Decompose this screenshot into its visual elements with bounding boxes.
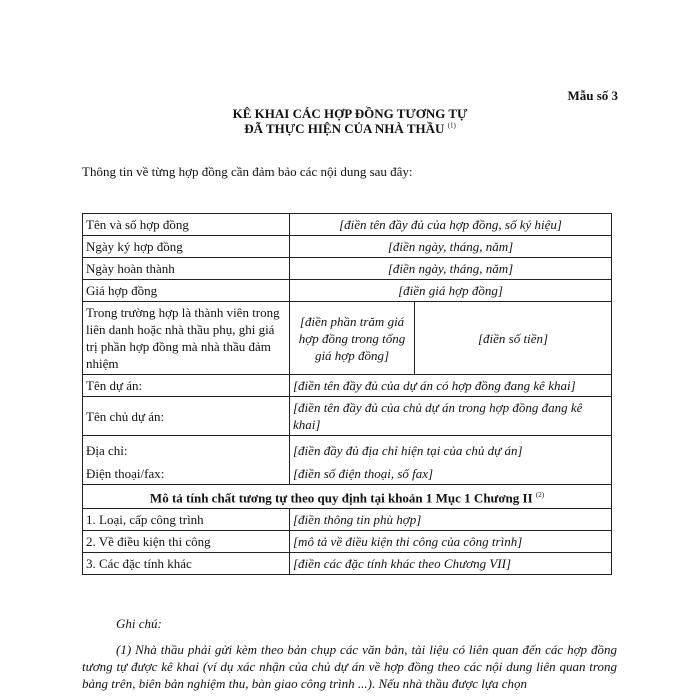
notes-paragraph: (1) Nhà thầu phải gửi kèm theo bản chụp các văn bản, tài liệu có liên quan đến các hợp đồng tương tự được kê khai (ví dụ xác nhận của chủ dự án về hợp đồng theo các nội dung liên quan trong bảng trên, biên bản nghiệm thu, bàn giao công trình ...). Nếu nhà thầu được lựa chọn [82, 642, 617, 691]
document-title-line2 [0, 121, 700, 137]
title-line2-text: ĐÃ THỰC HIỆN CỦA NHÀ THẦU [244, 121, 445, 136]
contract-info-table [82, 213, 612, 575]
address-label: Địa chỉ: [83, 436, 290, 462]
table-row [83, 280, 612, 302]
project-owner-value: [điền tên đầy đủ của chủ dự án trong hợp đồng đang kê khai] [290, 397, 612, 436]
partner-share-amount: [điền số tiền] [415, 302, 612, 375]
project-name-value: [điền tên đầy đủ của dự án có hợp đồng đang kê khai] [290, 375, 612, 397]
notes-heading: Ghi chú: [116, 616, 162, 631]
section-footnote-ref: (2) [535, 491, 545, 499]
table-row [83, 531, 612, 553]
completion-date-label: Ngày hoàn thành [83, 258, 290, 280]
table-row [83, 375, 612, 397]
work-type-value: [điền thông tin phù hợp] [290, 509, 612, 531]
table-row [83, 553, 612, 575]
title-footnote-ref: (1) [447, 121, 456, 130]
other-features-value: [điền các đặc tính khác theo Chương VII] [290, 553, 612, 575]
section-heading-text: Mô tả tính chất tương tự theo quy định tại khoản 1 Mục 1 Chương II [149, 490, 533, 506]
address-value: [điền đầy đủ địa chỉ hiện tại của chủ dự án] [290, 436, 612, 462]
conditions-value: [mô tả về điều kiện thi công của công trình] [290, 531, 612, 553]
contract-price-value: [điền giá hợp đồng] [290, 280, 612, 302]
other-features-label: 3. Các đặc tính khác [83, 553, 290, 575]
sign-date-value: [điền ngày, tháng, năm] [290, 236, 612, 258]
contract-name-label: Tên và số hợp đồng [83, 214, 290, 236]
partner-share-label: Trong trường hợp là thành viên trong liên danh hoặc nhà thầu phụ, ghi giá trị phần hợp đồng mà nhà thầu đảm nhiệm [83, 302, 290, 375]
project-name-label: Tên dự án: [83, 375, 290, 397]
intro-text: Thông tin về từng hợp đồng cần đảm bảo các nội dung sau đây: [82, 164, 413, 179]
similarity-section-heading [83, 485, 612, 509]
form-number: Mẫu số 3 [567, 88, 618, 103]
work-type-label: 1. Loại, cấp công trình [83, 509, 290, 531]
phone-fax-label: Điện thoại/fax: [83, 461, 290, 485]
conditions-label: 2. Về điều kiện thi công [83, 531, 290, 553]
table-row [83, 214, 612, 236]
table-row [83, 509, 612, 531]
contract-name-value: [điền tên đầy đủ của hợp đồng, số ký hiệu] [290, 214, 612, 236]
phone-fax-value: [điền số điện thoại, số fax] [290, 461, 612, 485]
completion-date-value: [điền ngày, tháng, năm] [290, 258, 612, 280]
table-row [83, 302, 612, 375]
contract-price-label: Giá hợp đồng [83, 280, 290, 302]
table-row [83, 236, 612, 258]
table-row [83, 397, 612, 436]
table-row [83, 436, 612, 462]
table-row [83, 258, 612, 280]
project-owner-label: Tên chủ dự án: [83, 397, 290, 436]
table-row [83, 461, 612, 485]
partner-share-percent: [điền phần trăm giá hợp đồng trong tổng giá hợp đồng] [290, 302, 415, 375]
sign-date-label: Ngày ký hợp đồng [83, 236, 290, 258]
table-row [83, 485, 612, 509]
document-title-line1: KÊ KHAI CÁC HỢP ĐỒNG TƯƠNG TỰ [232, 106, 468, 121]
